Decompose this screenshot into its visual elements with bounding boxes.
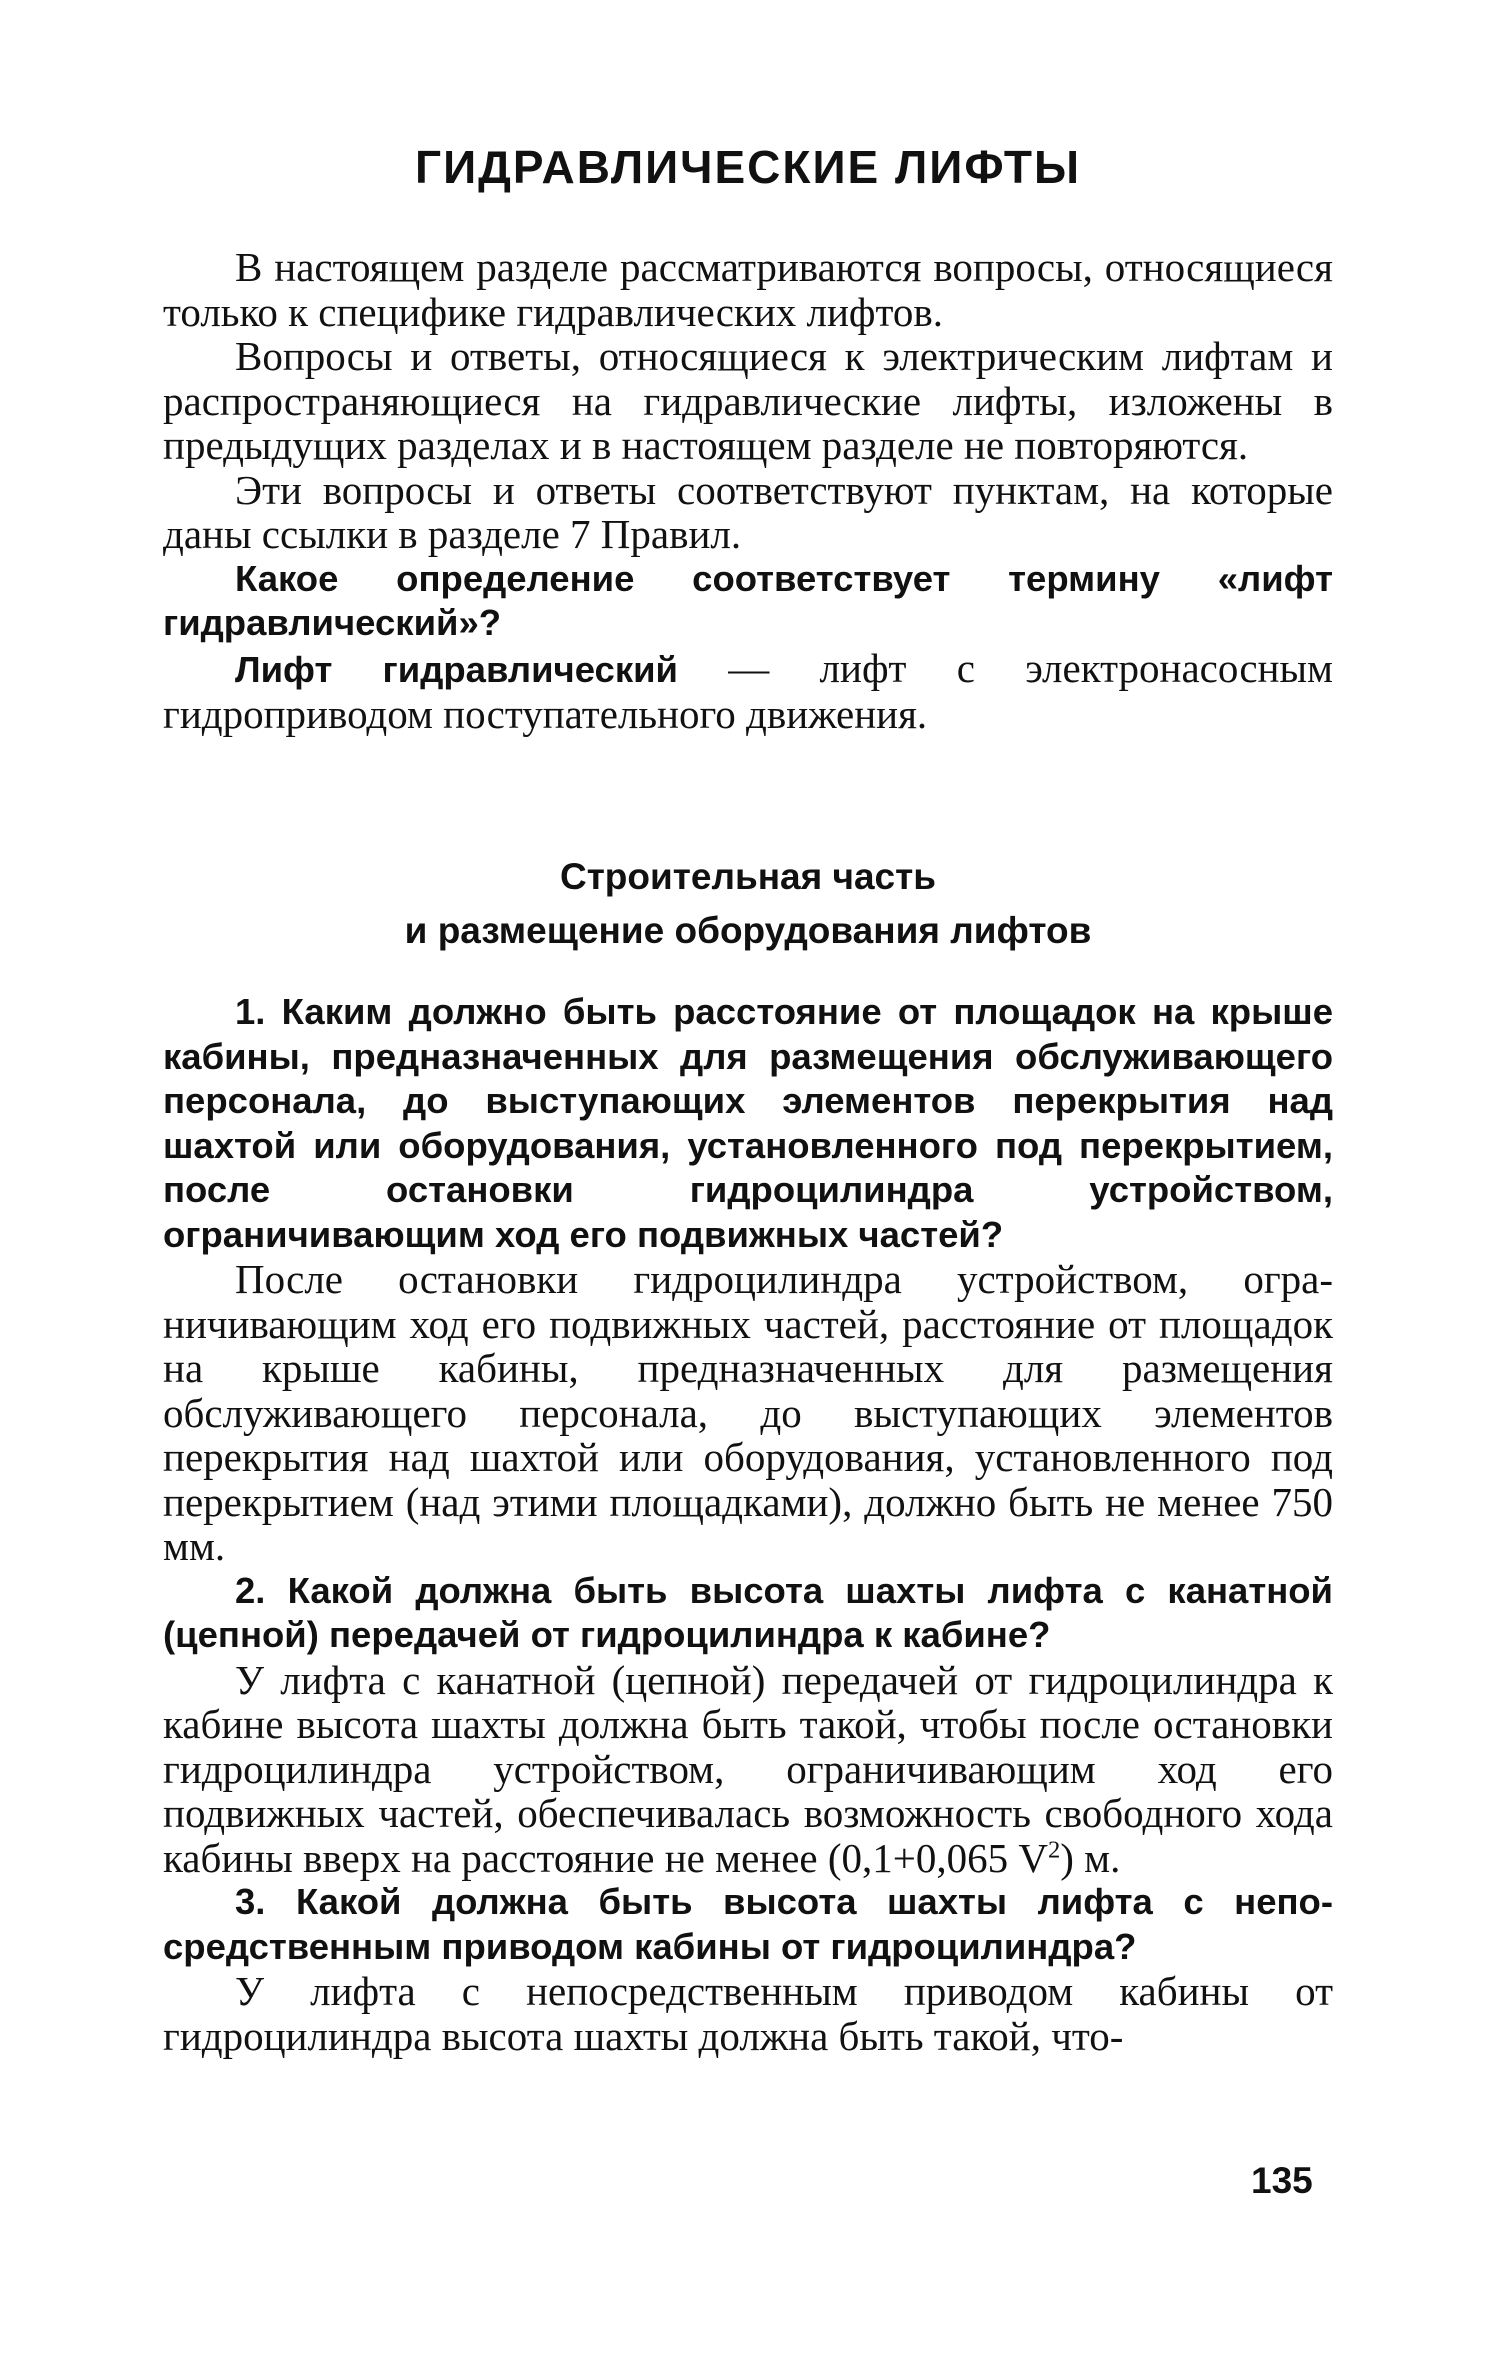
definition-text: — лифт с электронасосным гидроприводом поступательного движения. (163, 644, 1333, 737)
question-1: 1. Каким должно быть расстояние от площадок на крыше кабины, предназначенных для размещения обслуживающего персонала, до выступающих элементов перекрытия над шахтой или оборудования, установленного под перекрытием, после остановки гидроцилиндра устройством, ограничивающим ход его подвижных частей? (163, 991, 1333, 1255)
definition-answer (163, 646, 1333, 737)
answer-2-superscript: 2 (1047, 1835, 1061, 1863)
answer-2-unit: ) м. (1060, 1834, 1121, 1881)
question-3: 3. Какой должна быть высота шахты лифта с непосредственным приводом кабины от гидроцилиндра? (163, 1881, 1333, 1967)
intro-block (163, 245, 1333, 737)
section-heading (163, 850, 1333, 958)
intro-paragraph-2: Вопросы и ответы, относящиеся к электрическим лифтам и распространяющиеся на гидравлические лифты, изложены в предыдущих разделах и в настоящем разделе не повторяются. (163, 333, 1333, 468)
intro-paragraph-3: Эти вопросы и ответы соответствуют пунктам, на которые даны ссылки в разделе 7 Правил. (163, 466, 1333, 557)
section-heading-line-1: Строительная часть (559, 856, 937, 897)
page-number: 135 (1251, 2160, 1313, 2201)
intro-paragraph-1: В настоящем разделе рассматриваются вопросы, относящиеся только к специфике гидравлических лифтов. (163, 244, 1333, 335)
definition-question: Какое определение соответствует термину «лифт гидравлический»? (163, 557, 1333, 643)
question-2: 2. Какой должна быть высота шахты лифта с канатной (цепной) передачей от гидроцилиндра к кабине? (163, 1569, 1333, 1655)
definition-term: Лифт гидравлический (235, 648, 678, 690)
answer-1: После остановки гидроцилиндра устройством, ограничивающим ход его подвижных частей, расстояние от площадок на крыше кабины, предназначенных для размещения обслуживающего персонала, до выступающих элементов перекрытия над шахтой или оборудования, установленного под перекрытием (над этими площадками), должно быть не менее 750 мм. (163, 1256, 1333, 1569)
page-title: ГИДРАВЛИЧЕСКИЕ ЛИФТЫ (415, 141, 1081, 193)
section-heading-line-2: и размещение оборудования лифтов (404, 910, 1092, 951)
questions-block (163, 990, 1333, 2058)
answer-3: У лифта с непосредственным приводом кабины от гидроцилиндра высота шахты должна быть такой, что- (163, 1968, 1333, 2059)
answer-2 (163, 1658, 1333, 1881)
answer-2-text: У лифта с канатной (цепной) передачей от гидроцилиндра к кабине высота шахты должна быть такой, чтобы после остановки гидроцилиндра устройством, ограничивающим ход его подвижных частей, обеспечивалась возможность свободного хода кабины вверх на расстояние не менее (0,1+0,065 V (163, 1656, 1333, 1881)
